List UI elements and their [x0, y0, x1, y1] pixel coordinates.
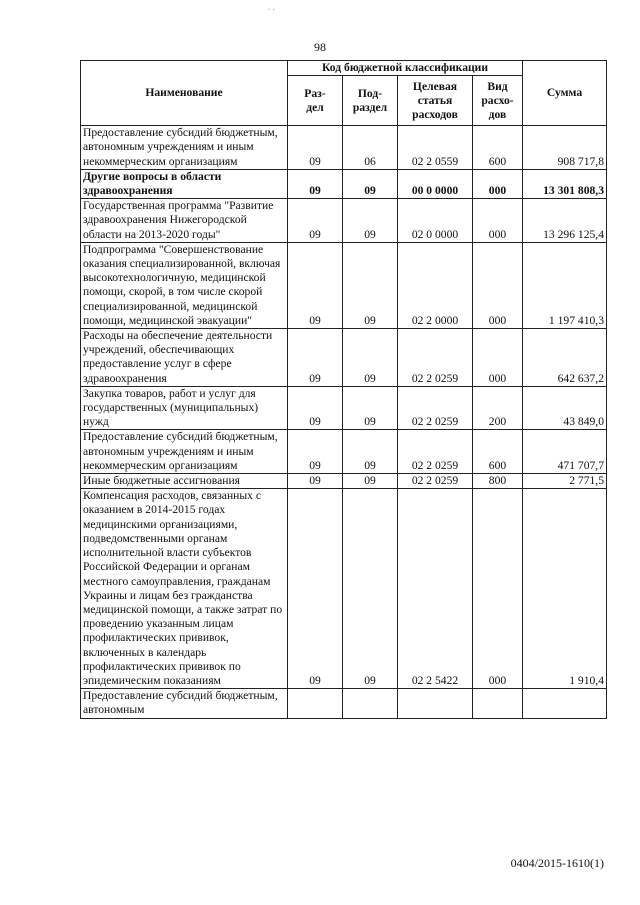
row-sum: 43 849,0 — [523, 386, 607, 430]
row-type: 000 — [473, 329, 523, 387]
row-name: Государственная программа "Развитие здравоохранения Нижегородской области на 2013-2020 годы" — [81, 199, 288, 243]
row-subsection: 09 — [343, 329, 398, 387]
row-subsection: 09 — [343, 199, 398, 243]
row-type: 000 — [473, 242, 523, 328]
budget-table — [80, 60, 607, 719]
row-section: 09 — [288, 126, 343, 170]
page-number: 98 — [314, 40, 326, 54]
row-sum: 471 707,7 — [523, 430, 607, 474]
row-name: Иные бюджетные ассигнования — [81, 474, 288, 489]
row-type: 000 — [473, 489, 523, 689]
row-section — [288, 689, 343, 718]
table-row — [81, 430, 607, 474]
row-name: Другие вопросы в области здравоохранения — [81, 169, 288, 198]
table-row — [81, 474, 607, 489]
row-type: 200 — [473, 386, 523, 430]
table-body — [81, 126, 607, 718]
row-target: 02 2 0259 — [398, 430, 473, 474]
row-section: 09 — [288, 489, 343, 689]
table-row — [81, 199, 607, 243]
header-section: Раз- дел — [288, 76, 343, 126]
row-subsection: 09 — [343, 242, 398, 328]
row-type: 800 — [473, 474, 523, 489]
table-row — [81, 242, 607, 328]
row-sum: 908 717,8 — [523, 126, 607, 170]
scan-mark: . . — [268, 2, 275, 12]
row-name: Предоставление субсидий бюджетным, автономным учреждениям и иным некоммерческим организациям — [81, 430, 288, 474]
row-target: 02 2 0259 — [398, 474, 473, 489]
row-type — [473, 689, 523, 718]
row-section: 09 — [288, 386, 343, 430]
row-target: 00 0 0000 — [398, 169, 473, 198]
table-row — [81, 386, 607, 430]
table-row — [81, 169, 607, 198]
row-type: 600 — [473, 430, 523, 474]
row-name: Предоставление субсидий бюджетным, автономным учреждениям и иным некоммерческим организациям — [81, 126, 288, 170]
row-subsection: 09 — [343, 474, 398, 489]
header-target: Целевая статья расходов — [398, 76, 473, 126]
document-code: 0404/2015-1610(1) — [510, 856, 604, 870]
row-name: Подпрограмма "Совершенствование оказания специализированной, включая высокотехнологичную, медицинской помощи, скорой, в том числе скорой специализированной, медицинской помощи, медицинской эвакуации" — [81, 242, 288, 328]
row-sum: 1 197 410,3 — [523, 242, 607, 328]
header-subsection: Под- раздел — [343, 76, 398, 126]
row-section: 09 — [288, 169, 343, 198]
row-subsection — [343, 689, 398, 718]
row-subsection: 06 — [343, 126, 398, 170]
row-target: 02 2 5422 — [398, 489, 473, 689]
row-name: Компенсация расходов, связанных с оказанием в 2014-2015 годах медицинскими организациями, подведомственными органам исполнительной власти субъектов Российской Федерации и органам местного самоуправления, гражданам Украины и лицам без гражданства медицинской помощи, а также затрат по проведению указанным лицам профилактических прививок, включенных в календарь профилактических прививок по эпидемическим показаниям — [81, 489, 288, 689]
row-sum — [523, 689, 607, 718]
row-target: 02 0 0000 — [398, 199, 473, 243]
row-type: 000 — [473, 199, 523, 243]
row-subsection: 09 — [343, 489, 398, 689]
row-type: 600 — [473, 126, 523, 170]
row-type: 000 — [473, 169, 523, 198]
row-section: 09 — [288, 242, 343, 328]
row-name: Расходы на обеспечение деятельности учреждений, обеспечивающих предоставление услуг в сфере здравоохранения — [81, 329, 288, 387]
header-type: Вид расхо- дов — [473, 76, 523, 126]
table-row — [81, 329, 607, 387]
table-row — [81, 489, 607, 689]
row-sum: 642 637,2 — [523, 329, 607, 387]
header-sum: Сумма — [523, 61, 607, 126]
row-section: 09 — [288, 430, 343, 474]
row-subsection: 09 — [343, 386, 398, 430]
row-target: 02 2 0559 — [398, 126, 473, 170]
header-classification: Код бюджетной классификации — [288, 61, 523, 76]
row-target: 02 2 0259 — [398, 386, 473, 430]
row-section: 09 — [288, 474, 343, 489]
row-section: 09 — [288, 329, 343, 387]
table-row — [81, 126, 607, 170]
row-target: 02 2 0259 — [398, 329, 473, 387]
row-sum: 1 910,4 — [523, 489, 607, 689]
table-row — [81, 689, 607, 718]
row-sum: 2 771,5 — [523, 474, 607, 489]
row-section: 09 — [288, 199, 343, 243]
row-target — [398, 689, 473, 718]
header-name: Наименование — [81, 61, 288, 126]
row-subsection: 09 — [343, 430, 398, 474]
row-subsection: 09 — [343, 169, 398, 198]
row-sum: 13 301 808,3 — [523, 169, 607, 198]
row-name: Предоставление субсидий бюджетным, автономным — [81, 689, 288, 718]
row-target: 02 2 0000 — [398, 242, 473, 328]
row-sum: 13 296 125,4 — [523, 199, 607, 243]
row-name: Закупка товаров, работ и услуг для государственных (муниципальных) нужд — [81, 386, 288, 430]
